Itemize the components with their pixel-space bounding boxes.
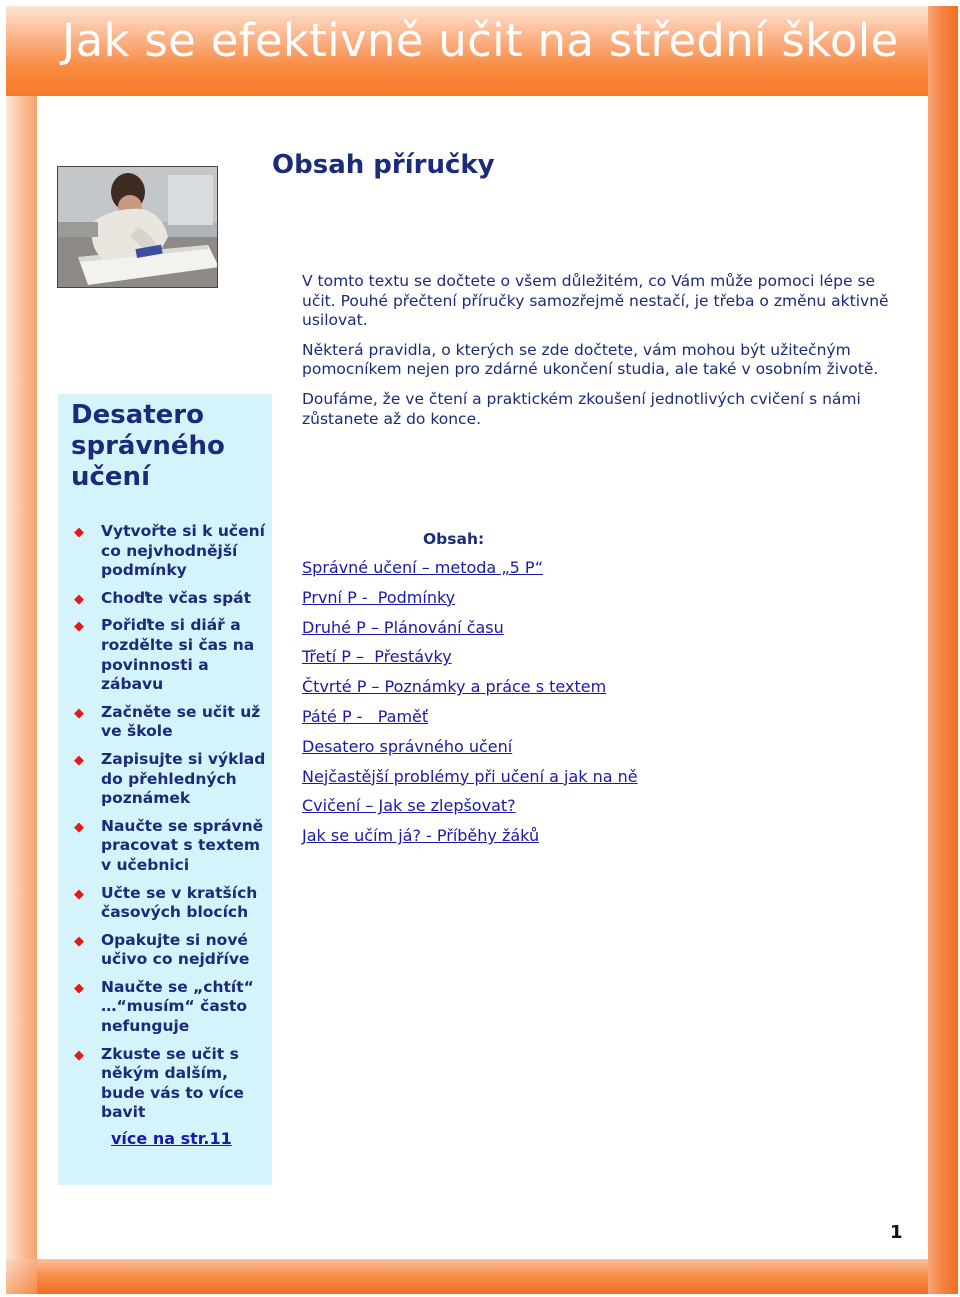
toc-link[interactable]: Třetí P – Přestávky [302, 647, 452, 667]
rule-text: Vytvořte si k učení co nejvhodnější podmínky [101, 522, 265, 580]
rule-item [74, 522, 270, 581]
rule-item [74, 616, 270, 694]
left-border [6, 96, 37, 1259]
toc-link[interactable]: Správné učení – metoda „5 P“ [302, 558, 544, 577]
intro-paragraph: Doufáme, že ve čtení a praktickém zkoušení jednotlivých cvičení s námi zůstanete až do konce. [302, 389, 861, 428]
intro-text [302, 272, 902, 439]
toc-link[interactable]: Cvičení – Jak se zlepšovat? [302, 796, 516, 816]
toc-link[interactable]: První P - Podmínky [302, 587, 456, 607]
toc-item [302, 707, 638, 737]
diamond-bullet-icon: ◆ [74, 886, 84, 902]
rule-item [74, 750, 270, 809]
rule-item [74, 978, 270, 1037]
student-photo [57, 166, 218, 288]
bottom-border [37, 1259, 928, 1294]
page-title: Jak se efektivně učit na střední škole [62, 14, 899, 67]
rule-text: Zkuste se učit s někým dalším, bude vás to více bavit [101, 1044, 244, 1122]
toc-item [302, 558, 638, 588]
table-of-contents [302, 558, 638, 856]
contents-heading: Obsah příručky [272, 150, 495, 180]
diamond-bullet-icon: ◆ [74, 752, 84, 768]
rule-text: Zapisujte si výklad do přehledných poznámek [101, 749, 266, 808]
toc-link[interactable]: Páté P - Paměť [302, 706, 429, 726]
toc-item [302, 677, 638, 707]
toc-link[interactable]: Nejčastější problémy při učení a jak na ně [302, 766, 638, 786]
rule-item [74, 817, 270, 876]
page-number: 1 [890, 1222, 903, 1243]
toc-item [302, 588, 638, 618]
toc-item [302, 618, 638, 648]
right-border [928, 6, 958, 1294]
diamond-bullet-icon: ◆ [74, 1047, 84, 1063]
toc-item [302, 826, 638, 856]
toc-item [302, 767, 638, 797]
toc-link[interactable]: Desatero správného učení [302, 736, 513, 756]
toc-item [302, 796, 638, 826]
more-on-page-link[interactable]: více na str.11 [111, 1129, 232, 1148]
diamond-bullet-icon: ◆ [74, 980, 84, 996]
sidebar-heading: Desatero správného učení [71, 400, 225, 492]
rules-list [74, 522, 270, 1131]
sidebar-rules-box [58, 394, 272, 1185]
rule-item [74, 589, 270, 609]
rule-text: Učte se v kratších časových blocích [101, 883, 258, 922]
bottom-left-corner [6, 1259, 37, 1294]
intro-paragraph: V tomto textu se dočtete o všem důležitém, co Vám může pomoci lépe se učit. Pouhé přečtení příručky samozřejmě nestačí, je třeba o změnu aktivně usilovat. [302, 272, 889, 330]
toc-link[interactable]: Jak se učím já? - Příběhy žáků [302, 826, 540, 846]
diamond-bullet-icon: ◆ [74, 819, 84, 835]
toc-item [302, 737, 638, 767]
toc-link[interactable]: Čtvrté P – Poznámky a práce s textem [302, 677, 607, 697]
diamond-bullet-icon: ◆ [74, 525, 84, 540]
diamond-bullet-icon: ◆ [74, 591, 84, 607]
diamond-bullet-icon: ◆ [74, 705, 84, 721]
rule-item [74, 703, 270, 742]
toc-item [302, 647, 638, 677]
rule-item [74, 931, 270, 970]
toc-heading: Obsah: [423, 530, 485, 548]
rule-item [74, 884, 270, 923]
diamond-bullet-icon: ◆ [74, 933, 84, 949]
rule-text: Naučte se správně pracovat s textem v učebnici [101, 816, 264, 874]
rule-item [74, 1045, 270, 1123]
diamond-bullet-icon: ◆ [74, 619, 84, 635]
toc-link[interactable]: Druhé P – Plánování času [302, 617, 504, 637]
intro-paragraph: Některá pravidla, o kterých se zde dočtete, vám mohou být užitečným pomocníkem nejen pro zdárné ukončení studia, ale také v osobním životě. [302, 340, 879, 379]
rule-text: Pořiďte si diář a rozdělte si čas na povinnosti a zábavu [101, 616, 255, 694]
rule-text: Začněte se učit už ve škole [101, 702, 261, 741]
rule-text: Choďte včas spát [101, 588, 252, 607]
rule-text: Naučte se „chtít“ …“musím“ často nefunguje [101, 977, 254, 1036]
rule-text: Opakujte si nové učivo co nejdříve [101, 930, 250, 969]
